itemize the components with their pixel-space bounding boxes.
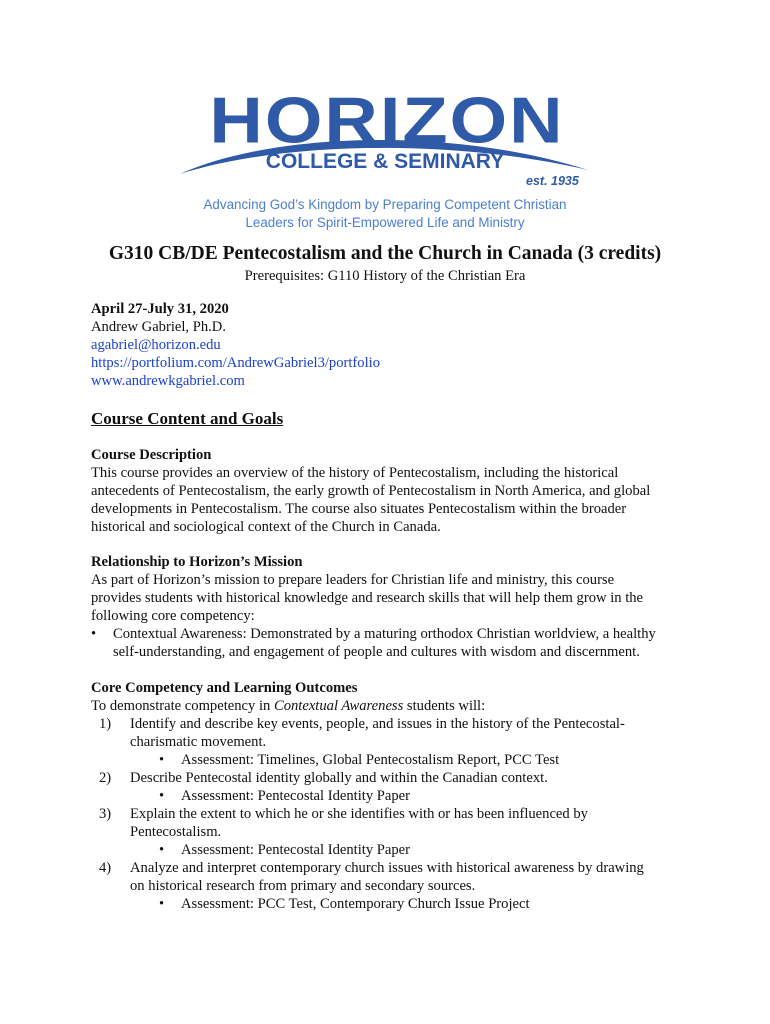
bullet-icon: • [91,626,97,642]
intro-text: To demonstrate competency in [91,698,274,714]
paragraph-line: following core competency: [91,608,255,624]
bullet-icon: • [159,752,165,768]
paragraph-line: As part of Horizon’s mission to prepare leaders for Christian life and ministry, this course [91,572,615,588]
bullet-line: self-understanding, and engagement of people and cultures with wisdom and discernment. [113,644,640,660]
portfolio-link[interactable]: https://portfolium.com/AndrewGabriel3/portfolio [91,355,380,371]
horizon-logo [180,83,590,192]
list-item [91,805,711,841]
list-item [91,715,711,751]
list-number: 4) [99,860,112,876]
list-item-line: Pentecostalism. [130,824,222,840]
list-item-line: Analyze and interpret contemporary church issues with historical awareness by drawing [130,860,644,876]
instructor-name: Andrew Gabriel, Ph.D. [91,319,226,335]
course-title: G310 CB/DE Pentecostalism and the Church in Canada (3 credits) [108,243,662,264]
assessment-bullet [91,751,711,769]
mission-section [91,553,711,661]
competency-bullet [91,625,711,661]
list-item-line: Explain the extent to which he or she identifies with or has been influenced by [130,806,588,822]
list-number: 2) [99,770,112,786]
assessment-bullet [91,895,711,913]
tagline [150,196,620,231]
assessment-bullet [91,841,711,859]
outcomes-section [91,679,711,913]
logo-established: est. 1935 [526,174,579,188]
list-item-line: Describe Pentecostal identity globally and within the Canadian context. [130,770,548,786]
assessment-text: Assessment: Pentecostal Identity Paper [181,842,410,858]
assessment-text: Assessment: Pentecostal Identity Paper [181,788,410,804]
bullet-icon: • [159,896,165,912]
list-item [91,769,711,787]
list-item-line: charismatic movement. [130,734,267,750]
intro-emphasis: Contextual Awareness [273,698,404,714]
assessment-text: Assessment: PCC Test, Contemporary Church Issue Project [181,896,530,912]
course-description-heading: Course Description [91,447,212,463]
intro-text: students will: [403,698,486,714]
logo-subtitle: COLLEGE & SEMINARY [265,150,505,173]
list-number: 3) [99,806,112,822]
assessment-bullet [91,787,711,805]
assessment-text: Assessment: Timelines, Global Pentecostalism Report, PCC Test [181,752,560,768]
course-description [91,446,691,536]
bullet-icon: • [159,842,165,858]
section-heading: Course Content and Goals [91,409,284,428]
bullet-icon: • [159,788,165,804]
course-info [91,300,731,390]
outcomes-list [91,715,711,913]
bullet-line: Contextual Awareness: Demonstrated by a maturing orthodox Christian worldview, a healthy [113,626,656,642]
paragraph-line: historical and sociological context of the Church in Canada. [91,519,441,535]
list-item [91,859,711,895]
outcomes-intro [91,697,711,715]
paragraph-line: provides students with historical knowledge and research skills that will help them grow in the [91,590,644,606]
tagline-line: Advancing God’s Kingdom by Preparing Competent Christian [203,197,567,212]
list-item-line: Identify and describe key events, people, and issues in the history of the Pentecostal- [130,716,625,732]
website-link[interactable]: www.andrewkgabriel.com [91,373,245,389]
list-item-line: on historical research from primary and secondary sources. [130,878,476,894]
course-prerequisites: Prerequisites: G110 History of the Christian Era [244,268,526,284]
paragraph-line: This course provides an overview of the history of Pentecostalism, including the historical [91,465,619,481]
outcomes-heading: Core Competency and Learning Outcomes [91,680,358,696]
paragraph-line: developments in Pentecostalism. The course also situates Pentecostalism within the broader [91,501,627,517]
paragraph-line: antecedents of Pentecostalism, the early growth of Pentecostalism in North America, and global [91,483,651,499]
tagline-line: Leaders for Spirit-Empowered Life and Ministry [245,214,525,230]
logo-wordmark: HORIZON [209,83,565,157]
course-dates: April 27-July 31, 2020 [91,301,229,317]
mission-heading: Relationship to Horizon’s Mission [91,554,303,570]
instructor-email-link[interactable]: agabriel@horizon.edu [91,337,221,353]
list-number: 1) [99,716,112,732]
